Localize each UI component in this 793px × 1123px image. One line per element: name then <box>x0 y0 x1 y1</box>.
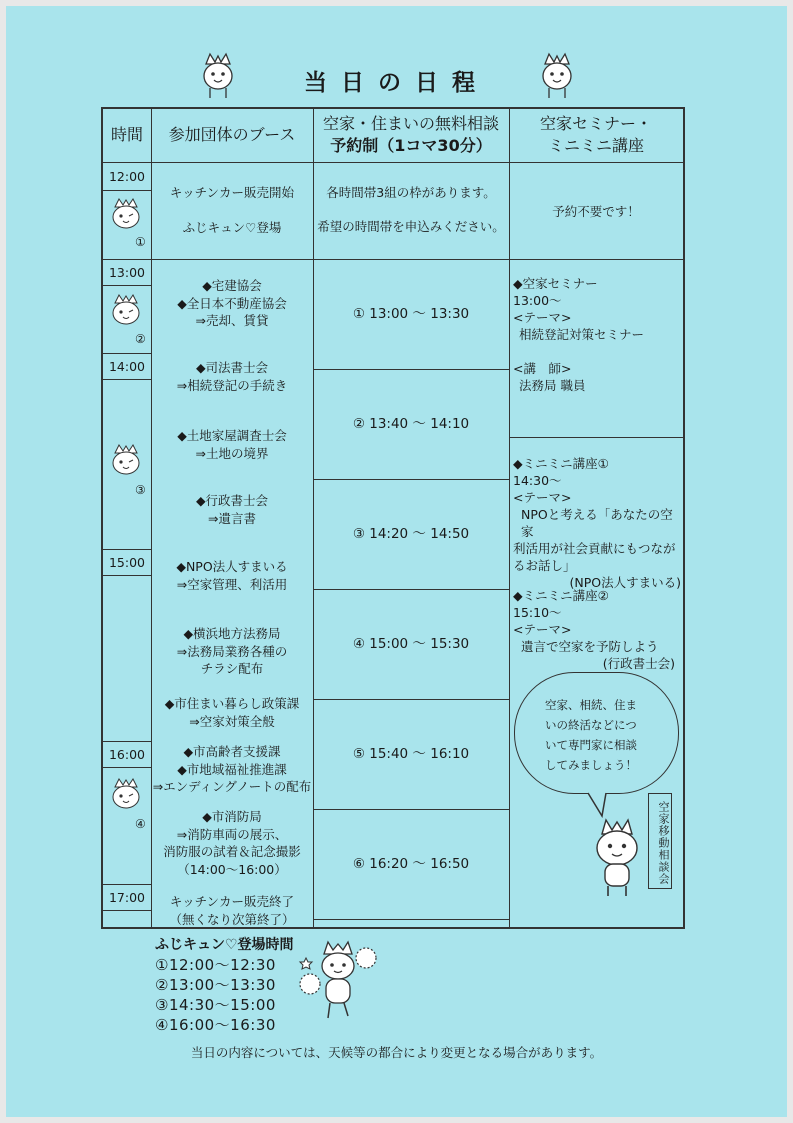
mascot-icon <box>537 52 577 100</box>
booth-entry: ◆行政書士会 ⇒遺言書 <box>195 493 269 526</box>
mascot-number: ④ <box>135 817 146 831</box>
booth-entry: ◆NPO法人すまいる ⇒空家管理、利活用 <box>176 559 288 592</box>
mascot-face-icon <box>109 197 143 231</box>
time-label: 15:00 <box>108 555 146 570</box>
mascot-icon <box>588 816 646 900</box>
booth-entry: ◆市消防局 ⇒消防車両の展示、 消防服の試着＆記念撮影 （14:00～16:00） <box>163 809 301 877</box>
consult-slot[interactable]: ⑥ 16:20 ～ 16:50 <box>352 856 470 872</box>
mascot-face-icon <box>109 777 143 811</box>
booth-entry: キッチンカー販売終了 （無くなり次第終了） <box>169 894 295 927</box>
mascot-face-icon <box>109 293 143 327</box>
time-label: 17:00 <box>108 890 146 905</box>
booth-entry: ◆市高齢者支援課 ◆市地域福祉推進課 ⇒エンディングノートの配布 <box>152 744 312 794</box>
booth-entry: ◆土地家屋調査士会 ⇒土地の境界 <box>177 428 287 461</box>
booth-entry: ◆市住まい暮らし政策課 ⇒空家対策全般 <box>164 696 300 729</box>
header-time: 時間 <box>110 125 143 144</box>
bubble-tail <box>586 792 612 818</box>
fuji-time: ③14:30～15:00 <box>155 996 276 1014</box>
vertical-label: 空家移動相談会 <box>648 793 672 889</box>
header-booths: 参加団体のブース <box>168 125 296 144</box>
header-consult: 空家・住まいの無料相談 予約制（1コマ30分） <box>322 114 499 155</box>
booth-entry: ◆横浜地方法務局 ⇒法務局業務各種の チラシ配布 <box>176 626 288 676</box>
booth-entry: ◆宅建協会 ◆全日本不動産協会 ⇒売却、賃貸 <box>177 278 287 328</box>
page-title: 当日の日程 <box>304 70 489 96</box>
consult-slot[interactable]: ④ 15:00 ～ 15:30 <box>352 636 470 652</box>
consult-slot[interactable]: ⑤ 15:40 ～ 16:10 <box>352 746 470 762</box>
fuji-time: ④16:00～16:30 <box>155 1016 276 1034</box>
seminar-main: ◆空家セミナー 13:00～ <テーマ> 相続登記対策セミナー <講 師> 法務局 職員 <box>513 276 645 393</box>
fuji-times <box>155 935 294 1035</box>
consult-intro: 各時間帯3組の枠があります。 希望の時間帯を申込みください。 <box>317 185 505 234</box>
mini-lecture-1: ◆ミニミニ講座① 14:30～ <テーマ> NPOと考える「あなたの空家 利活用が社会貢献にもつなが るお話し」 (NPO法人すまいる) <box>513 456 681 590</box>
consult-slot[interactable]: ② 13:40 ～ 14:10 <box>352 416 470 432</box>
booth-entry: ◆司法書士会 ⇒相続登記の手続き <box>176 360 288 393</box>
header-seminar: 空家セミナー・ ミニミニ講座 <box>539 114 652 155</box>
mascot-number: ① <box>135 235 146 249</box>
fuji-time: ②13:00～13:30 <box>155 976 276 994</box>
consult-slot[interactable]: ① 13:00 ～ 13:30 <box>352 306 470 322</box>
mascot-cheer-icon <box>298 938 378 1028</box>
booth-entry: キッチンカー販売開始 ふじキュン♡登場 <box>169 185 295 235</box>
mascot-number: ② <box>135 332 146 346</box>
mascot-icon <box>198 52 238 100</box>
fuji-title: ふじキュン♡登場時間 <box>155 937 294 953</box>
mascot-number: ③ <box>135 483 146 497</box>
time-label: 12:00 <box>108 169 146 184</box>
speech-bubble: 空家、相続、住ま いの終活などにつ いて専門家に相談 してみましょう！ <box>514 672 679 794</box>
time-label: 16:00 <box>108 747 146 762</box>
time-label: 14:00 <box>108 359 146 374</box>
consult-slot[interactable]: ③ 14:20 ～ 14:50 <box>352 526 470 542</box>
time-label: 13:00 <box>108 265 146 280</box>
seminar-no-reservation: 予約不要です！ <box>552 204 640 219</box>
fuji-time: ①12:00～12:30 <box>155 956 276 974</box>
mini-lecture-2: ◆ミニミニ講座② 15:10～ <テーマ> 遺言で空家を予防しよう (行政書士会) <box>513 588 675 671</box>
mascot-face-icon <box>109 443 143 477</box>
notice-text: 当日の内容については、天候等の都合により変更となる場合があります。 <box>190 1045 603 1060</box>
